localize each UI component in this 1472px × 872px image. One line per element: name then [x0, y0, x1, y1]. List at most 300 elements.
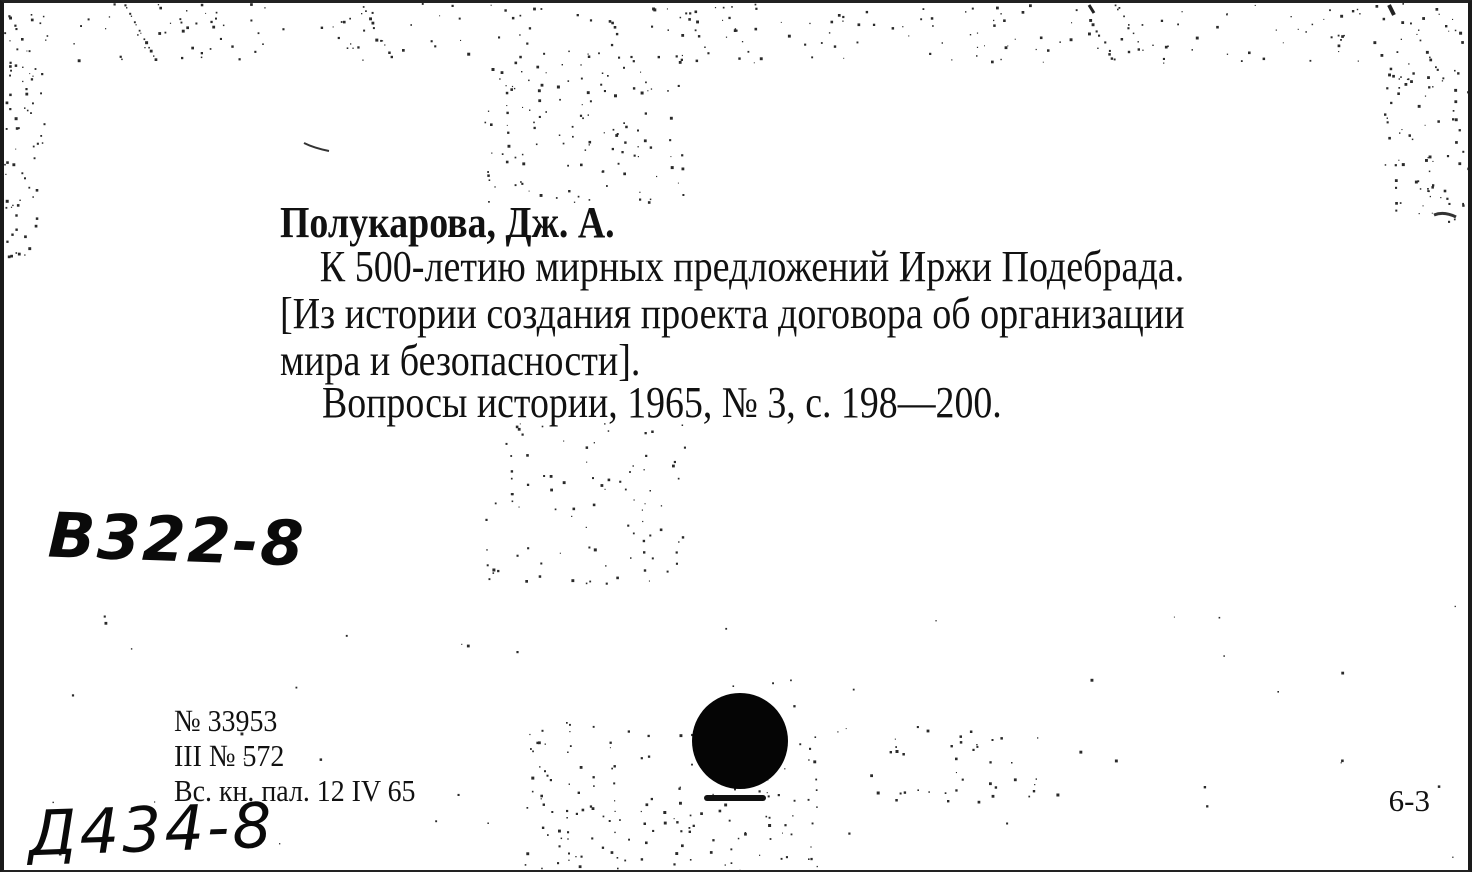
scan-speck: [546, 72, 547, 73]
scan-speck: [1015, 39, 1016, 40]
scan-speck: [1174, 617, 1175, 618]
scan-speck: [126, 7, 127, 8]
scan-speck: [347, 47, 349, 49]
scan-speck: [391, 56, 393, 58]
scan-speck: [592, 477, 594, 479]
scan-speck: [1359, 13, 1360, 14]
scan-speck: [724, 804, 727, 807]
scan-speck: [1416, 34, 1417, 35]
scan-speck: [1385, 164, 1387, 166]
scan-speck: [1454, 70, 1456, 72]
scan-speck: [619, 819, 621, 821]
scan-speck: [144, 47, 145, 48]
scan-speck: [1428, 157, 1429, 158]
scan-speck: [502, 153, 504, 155]
scan-speck: [935, 620, 936, 621]
scan-speck: [676, 821, 678, 823]
scan-speck: [572, 126, 574, 128]
scan-speck: [651, 88, 652, 89]
scan-speck: [9, 40, 10, 41]
scan-speck: [195, 23, 197, 25]
scan-speck: [568, 853, 570, 855]
scan-speck: [36, 189, 39, 192]
scan-speck: [136, 24, 137, 25]
scan-speck: [1398, 87, 1400, 89]
scan-speck: [31, 19, 34, 22]
scan-speck: [1091, 679, 1094, 682]
scan-speck: [538, 99, 541, 102]
scan-speck: [34, 157, 36, 159]
scan-speck: [1462, 151, 1464, 153]
scan-speck: [563, 441, 564, 442]
scan-speck: [842, 21, 843, 22]
scan-speck: [786, 856, 788, 858]
scan-speck: [541, 868, 543, 870]
scan-speck: [1341, 762, 1342, 763]
scan-speck: [1097, 48, 1098, 49]
scan-speck: [22, 67, 23, 68]
scan-speck: [45, 40, 46, 41]
scan-speck: [900, 793, 902, 795]
scan-speck: [121, 59, 123, 61]
scan-speck: [518, 428, 521, 431]
scan-speck: [43, 16, 45, 17]
scan-speck: [615, 811, 616, 812]
scan-speck: [24, 254, 25, 255]
scan-speck: [831, 21, 834, 24]
scan-speck: [532, 791, 534, 793]
scan-speck: [1384, 113, 1386, 115]
scan-speck: [1417, 180, 1419, 182]
scan-speck: [960, 741, 963, 744]
scan-speck: [896, 750, 899, 753]
scan-speck: [494, 186, 495, 187]
scan-speck: [529, 27, 531, 29]
scan-speck: [181, 57, 183, 59]
scan-speck: [1014, 778, 1017, 781]
scan-speck: [1163, 63, 1164, 64]
scan-speck: [1455, 141, 1458, 144]
scan-speck: [551, 811, 553, 813]
scan-speck: [642, 521, 643, 522]
scan-speck: [1006, 823, 1008, 825]
scan-speck: [587, 91, 590, 94]
scan-speck: [519, 34, 520, 35]
scan-speck: [522, 434, 524, 436]
scan-speck: [1000, 59, 1001, 60]
scan-speck: [528, 80, 530, 82]
scan-speck: [431, 40, 433, 42]
scan-speck: [501, 71, 504, 74]
scan-speck: [1420, 40, 1422, 42]
scan-speck: [614, 26, 617, 29]
scan-speck: [521, 183, 523, 185]
scan-speck: [1177, 24, 1179, 26]
scan-speck: [1442, 77, 1444, 79]
scan-speck: [1005, 46, 1008, 49]
scan-speck: [853, 689, 855, 691]
scan-speck: [131, 16, 132, 17]
scan-speck: [650, 199, 652, 201]
scan-speck: [1163, 58, 1165, 60]
scan-speck: [15, 28, 17, 30]
scan-speck: [616, 577, 619, 580]
scan-speck: [511, 478, 513, 480]
scan-speck: [670, 117, 673, 120]
scan-speck: [582, 104, 583, 105]
scan-speck: [638, 156, 639, 157]
scan-speck: [1305, 31, 1307, 33]
scan-speck: [1390, 102, 1392, 104]
scan-speck: [1442, 80, 1443, 81]
scan-speck: [568, 51, 570, 53]
scan-speck: [609, 20, 612, 23]
scan-speck: [21, 172, 23, 174]
scan-speck: [1402, 163, 1405, 166]
scan-speck: [1248, 52, 1251, 55]
scan-speck: [681, 154, 683, 156]
scan-speck: [567, 752, 569, 754]
scan-speck: [821, 42, 823, 44]
scan-speck: [755, 28, 758, 31]
scan-speck: [575, 856, 576, 857]
scan-speck: [1329, 9, 1331, 11]
scan-speck: [1399, 132, 1400, 133]
scan-speck: [520, 181, 522, 183]
scan-speck: [700, 812, 703, 815]
scan-speck: [14, 25, 16, 27]
scan-speck: [362, 60, 363, 61]
scan-speck: [593, 726, 595, 728]
scan-speck: [460, 40, 461, 41]
scan-speck: [678, 85, 680, 87]
scan-speck: [1448, 221, 1450, 223]
registry-number: III № 572: [174, 738, 285, 773]
scan-speck: [573, 508, 576, 511]
scan-speck: [605, 565, 606, 566]
scan-speck: [1408, 78, 1410, 80]
scan-speck: [759, 790, 761, 792]
scan-speck: [137, 34, 139, 36]
scan-speck: [923, 8, 925, 10]
scan-speck: [1410, 23, 1412, 25]
scan-speck: [343, 21, 346, 24]
scan-speck: [571, 579, 574, 582]
scan-speck: [1429, 156, 1432, 159]
scan-speck: [568, 80, 570, 82]
scan-speck: [1098, 35, 1100, 37]
scan-speck: [550, 779, 552, 781]
scan-speck: [768, 795, 770, 797]
scan-speck: [624, 141, 626, 143]
scan-speck: [580, 766, 583, 769]
scan-speck: [970, 731, 973, 734]
scan-speck: [712, 839, 714, 841]
scan-speck: [658, 56, 660, 58]
scan-speck: [1444, 190, 1447, 193]
scan-speck: [1133, 33, 1135, 35]
scan-speck: [1462, 204, 1464, 206]
scan-speck: [492, 68, 495, 71]
scan-speck: [681, 844, 684, 847]
scan-speck: [580, 164, 583, 167]
scan-speck: [1455, 30, 1457, 32]
scan-speck: [73, 43, 74, 44]
scan-speck: [402, 49, 405, 52]
scan-speck: [639, 199, 641, 201]
scan-speck: [485, 122, 487, 124]
scan-speck: [114, 3, 116, 5]
scan-speck: [742, 41, 743, 42]
scan-speck: [649, 581, 650, 582]
scan-speck: [1454, 100, 1457, 103]
scan-speck: [517, 555, 519, 557]
scan-speck: [1037, 737, 1038, 738]
scan-speck: [1089, 19, 1092, 22]
scan-speck: [1388, 137, 1391, 140]
scan-speck: [566, 722, 568, 724]
scan-speck: [1241, 60, 1243, 62]
scan-speck: [895, 746, 897, 748]
scan-speck: [1452, 857, 1453, 858]
scan-speck: [892, 27, 895, 30]
scan-speck: [15, 117, 18, 120]
scan-speck: [25, 88, 27, 90]
scan-speck: [18, 253, 21, 256]
scan-speck: [1459, 129, 1461, 131]
scan-speck: [663, 811, 666, 814]
scan-speck: [1029, 4, 1032, 7]
scan-speck: [506, 161, 509, 164]
scan-speck: [996, 7, 999, 10]
scan-speck: [673, 863, 675, 865]
scan-speck: [545, 744, 546, 745]
scan-speck: [695, 11, 698, 14]
scan-speck: [31, 78, 33, 80]
scan-speck: [725, 864, 726, 865]
scan-speck: [1447, 155, 1449, 157]
scan-speck: [1395, 187, 1397, 189]
scan-speck: [759, 855, 760, 856]
scan-speck: [609, 820, 611, 822]
scan-speck: [991, 61, 994, 64]
scan-speck: [770, 838, 772, 840]
scan-speck: [536, 742, 538, 744]
scan-speck: [730, 848, 732, 850]
scan-speck: [641, 757, 643, 759]
scan-speck: [837, 731, 838, 732]
scan-speck: [1392, 75, 1395, 78]
scan-speck: [784, 824, 786, 826]
scan-speck: [641, 92, 644, 95]
scan-speck: [781, 22, 782, 23]
scan-speck: [1047, 49, 1050, 52]
scan-speck: [1401, 129, 1402, 130]
work-title: [280, 243, 1439, 384]
scan-speck: [561, 838, 563, 840]
scan-speck: [769, 817, 771, 819]
scan-speck: [422, 3, 424, 5]
scan-speck: [644, 469, 645, 470]
scan-speck: [793, 705, 795, 707]
scan-speck: [341, 21, 343, 23]
scan-speck: [1397, 51, 1399, 53]
scan-speck: [1357, 9, 1358, 10]
scan-speck: [593, 776, 595, 778]
scan-speck: [674, 461, 676, 463]
scan-speck: [559, 99, 561, 101]
scan-speck: [755, 8, 757, 10]
scan-speck: [458, 794, 460, 796]
scan-speck: [993, 24, 996, 27]
scan-speck: [44, 123, 46, 125]
scan-speck: [506, 443, 508, 445]
scan-speck: [1440, 197, 1441, 198]
scan-speck: [1386, 87, 1388, 89]
scan-speck: [644, 139, 647, 142]
scan-speck: [182, 30, 185, 33]
scan-speck: [250, 3, 253, 6]
scan-speck: [1219, 617, 1221, 619]
scan-speck: [210, 21, 212, 23]
scan-speck: [531, 777, 534, 780]
scan-speck: [613, 782, 615, 784]
scan-speck: [812, 823, 814, 825]
scan-speck: [680, 787, 681, 788]
scan-speck: [1092, 23, 1095, 26]
scan-speck: [993, 20, 994, 21]
scan-speck: [497, 570, 499, 572]
scan-speck: [1192, 49, 1194, 51]
scan-speck: [6, 207, 8, 209]
scan-speck: [32, 76, 33, 77]
scan-speck: [682, 168, 685, 171]
scan-speck: [945, 792, 947, 794]
scan-speck: [159, 7, 162, 10]
scan-speck: [545, 111, 547, 113]
scan-speck: [1454, 89, 1457, 92]
scan-speck: [499, 78, 500, 79]
scan-speck: [563, 143, 565, 145]
scan-speck: [782, 833, 783, 834]
scan-speck: [489, 578, 491, 580]
scan-speck: [186, 26, 189, 29]
scan-speck: [754, 62, 755, 63]
scan-speck: [47, 35, 49, 37]
scan-speck: [606, 583, 608, 585]
scan-speck: [124, 4, 126, 6]
scan-speck: [279, 843, 280, 844]
scan-speck: [1423, 205, 1424, 206]
scan-speck: [461, 644, 462, 645]
scan-speck: [645, 842, 648, 845]
scan-speck: [691, 764, 693, 766]
scan-speck: [593, 504, 596, 507]
scan-speck: [617, 868, 619, 870]
scan-speck: [610, 747, 611, 748]
scan-speck: [604, 90, 606, 92]
scan-speck: [978, 801, 981, 804]
scan-speck: [1119, 7, 1121, 9]
scan-speck: [459, 18, 461, 20]
scan-speck: [873, 24, 875, 26]
scan-speck: [929, 53, 931, 55]
scan-speck: [799, 743, 801, 745]
scan-speck: [621, 151, 623, 153]
scan-speck: [650, 146, 652, 148]
scan-speck: [1455, 606, 1456, 607]
scan-speck: [1011, 762, 1013, 764]
scan-speck: [1420, 188, 1422, 190]
scan-speck: [927, 730, 930, 733]
scan-speck: [660, 529, 663, 532]
scan-speck: [810, 846, 811, 847]
scan-speck: [559, 135, 561, 137]
scan-speck: [623, 173, 626, 176]
punch-hole-shadow: [704, 795, 766, 801]
scan-speck: [533, 8, 536, 11]
scan-speck: [690, 859, 692, 861]
scan-speck: [1123, 16, 1125, 18]
scan-speck: [1341, 760, 1344, 763]
scan-speck: [542, 730, 544, 732]
scan-speck: [439, 15, 440, 16]
scan-speck: [1430, 196, 1431, 197]
scan-speck: [829, 32, 830, 33]
scan-speck: [586, 446, 589, 449]
scan-speck: [1127, 27, 1129, 29]
scan-speck: [781, 858, 783, 860]
scan-speck: [522, 162, 525, 165]
scan-speck: [375, 39, 378, 42]
scan-speck: [181, 22, 183, 24]
scan-speck: [792, 815, 793, 816]
scan-speck: [738, 838, 740, 840]
scan-speck: [817, 866, 818, 867]
scan-speck: [589, 581, 591, 583]
scan-speck: [614, 765, 616, 767]
scan-speck: [1223, 655, 1225, 657]
scan-speck: [1331, 36, 1333, 38]
scan-speck: [1390, 68, 1393, 71]
scan-speck: [808, 759, 809, 760]
scan-speck: [145, 41, 148, 44]
scan-speck: [525, 580, 528, 583]
scan-speck: [352, 48, 353, 49]
scan-speck: [530, 748, 532, 750]
scan-speck: [1400, 202, 1402, 204]
scan-speck: [920, 18, 922, 20]
scan-speck: [613, 129, 615, 131]
scan-speck: [1298, 29, 1299, 30]
scan-speck: [6, 241, 8, 243]
scan-speck: [487, 823, 489, 825]
scan-speck: [363, 30, 365, 32]
scan-speck: [1418, 105, 1421, 108]
scan-speck: [488, 111, 489, 112]
scan-speck: [682, 536, 684, 538]
scan-speck: [1115, 760, 1118, 763]
scan-speck: [1000, 737, 1003, 740]
scan-speck: [992, 795, 995, 798]
scan-speck: [965, 11, 966, 12]
scan-speck: [590, 100, 592, 102]
scan-speck: [615, 134, 618, 137]
scan-speck: [976, 744, 977, 745]
scan-speck: [526, 454, 529, 457]
scan-speck: [834, 45, 836, 47]
scan-speck: [1401, 21, 1404, 24]
